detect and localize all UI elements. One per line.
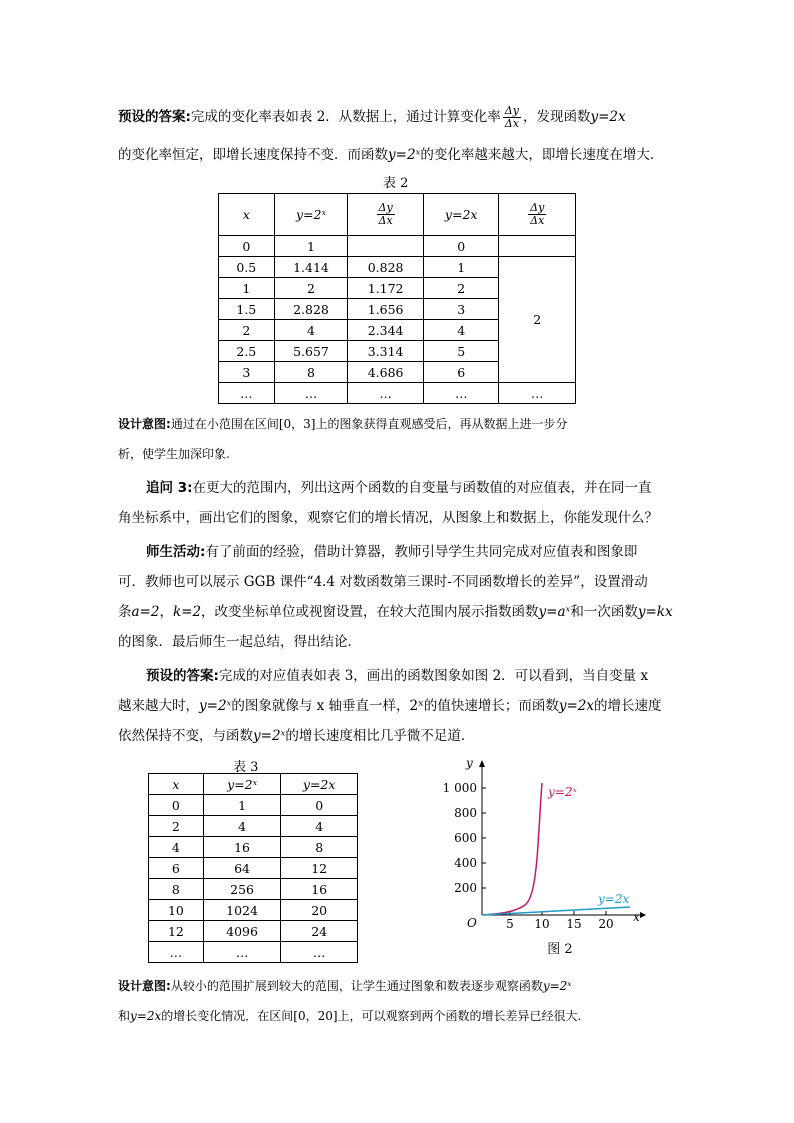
y-tick-label: 400 [454, 856, 477, 870]
activity-line1 [146, 542, 716, 562]
table-cell: 2.344 [348, 320, 424, 341]
answer-text: 依然保持不变，与函数 [118, 728, 253, 744]
math-expr: y=kx [637, 604, 673, 620]
table-cell: 5 [423, 341, 499, 362]
design-intent-text: 的增长变化情况．在区间[0，20]上，可以观察到两个函数的增长差异已经很大. [161, 1009, 582, 1023]
table-cell: 24 [281, 921, 358, 942]
table-cell: … [348, 383, 424, 404]
table-cell: 2.5 [219, 341, 275, 362]
exp-curve [482, 783, 542, 915]
table-cell: 6 [423, 362, 499, 383]
table-row [219, 383, 576, 404]
table-cell: 8 [281, 837, 358, 858]
y-tick-label: 600 [454, 831, 477, 845]
table-cell: … [499, 383, 576, 404]
table-cell: 3.314 [348, 341, 424, 362]
table-header: $\frac{\Delta y}{\Delta x}$ [499, 194, 576, 236]
table-header: y=2x [423, 194, 499, 236]
math-expr: y=aˣ [538, 604, 571, 620]
table-cell: 4 [274, 320, 348, 341]
table3 [148, 773, 358, 963]
table-row [219, 236, 576, 257]
table-header: y=2ˣ [203, 774, 281, 795]
design-intent-label: 设计意图: [118, 417, 171, 431]
table-cell: 12 [149, 921, 204, 942]
table-cell: 1.414 [274, 257, 348, 278]
table-cell: … [149, 942, 204, 963]
table-cell: 2 [149, 816, 204, 837]
table-cell: 6 [149, 858, 204, 879]
x-tick-label: 15 [566, 917, 582, 931]
table-cell: … [274, 383, 348, 404]
activity-line2 [118, 572, 688, 592]
table-cell: 1024 [203, 900, 281, 921]
table-row [149, 900, 358, 921]
table-row [149, 795, 358, 816]
y-tick-label: 200 [454, 881, 477, 895]
answer-text: 越来越大时， [118, 698, 199, 714]
answer-text: 的图象就像与 x 轴垂直一样，2ˣ的值快速增长；而函数 [231, 698, 559, 714]
table-cell: 2 [219, 320, 275, 341]
table-cell: 4 [281, 816, 358, 837]
activity-text: 可．教师也可以展示 GGB 课件“4.4 对数函数第三课时-不同函数增长的差异”，设置滑动 [118, 574, 648, 590]
table-header-row [149, 774, 358, 795]
question-label: 追问 3: [146, 480, 193, 496]
table-cell: 12 [281, 858, 358, 879]
answer2-line2 [118, 696, 688, 716]
linear-curve-label: y=2x [598, 892, 630, 906]
y-axis-label: y [466, 756, 473, 770]
table-row [149, 858, 358, 879]
figure2-graph [430, 755, 650, 965]
origin-label: O [467, 916, 477, 930]
table-row [149, 816, 358, 837]
table-cell: 4 [203, 816, 281, 837]
design-intent-text: 通过在小范围在区间[0，3]上的图象获得直观感受后，再从数据上进一步分 [170, 417, 568, 431]
table-cell: … [219, 383, 275, 404]
table-row [219, 257, 576, 278]
y-tick-label: 800 [454, 806, 477, 820]
activity-line3 [118, 602, 688, 622]
table-header: x [149, 774, 204, 795]
activity-label: 师生活动: [146, 544, 206, 560]
math-expr: y=2x [558, 698, 594, 714]
answer-paragraph-line2 [118, 145, 688, 165]
exp-curve-label: y=2ˣ [548, 785, 577, 799]
x-axis-label: x [633, 910, 640, 924]
table-cell: 2 [423, 278, 499, 299]
question-text: 角坐标系中，画出它们的图象，观察它们的增长情况，从图象上和数据上，你能发现什么？ [118, 510, 658, 526]
rate-fraction [503, 105, 521, 130]
linear-curve [482, 907, 630, 915]
answer-text: 的增长速度 [594, 698, 662, 714]
question3-line1 [146, 478, 716, 498]
answer2-line1 [146, 666, 716, 686]
table-cell: 2.828 [274, 299, 348, 320]
x-axis-arrow [640, 912, 646, 918]
math-expr: y=2ˣ [542, 979, 572, 993]
answer-text: 完成的变化率表如表 2．从数据上，通过计算变化率 [190, 109, 501, 125]
table3-caption: 表 3 [233, 760, 259, 775]
design-intent-2-line1 [118, 976, 688, 996]
table-cell: 5.657 [274, 341, 348, 362]
table-row [149, 942, 358, 963]
design-intent-label: 设计意图: [118, 979, 171, 993]
table-cell: 4 [423, 320, 499, 341]
table-header-row [219, 194, 576, 236]
x-tick-label: 5 [506, 917, 514, 931]
table-cell: 8 [274, 362, 348, 383]
table-cell: 1.5 [219, 299, 275, 320]
table-cell: 1 [274, 236, 348, 257]
answer-label: 预设的答案: [118, 109, 191, 125]
question-text: 在更大的范围内，列出这两个函数的自变量与函数值的对应值表，并在同一直 [192, 480, 652, 496]
table-cell: 256 [203, 879, 281, 900]
math-expr: y=2ˣ [199, 698, 232, 714]
table-cell [348, 236, 424, 257]
table-cell: 1 [219, 278, 275, 299]
table-header: x [219, 194, 275, 236]
merged-rate-cell: 2 [499, 257, 576, 383]
answer-text: 的增长速度相比几乎微不足道． [285, 728, 475, 744]
x-tick-label: 10 [534, 917, 550, 931]
table-cell: 1.656 [348, 299, 424, 320]
design-intent-text: 析，使学生加深印象. [118, 447, 230, 461]
answer-text: 完成的对应值表如表 3，画出的函数图象如图 2．可以看到，当自变量 x [218, 668, 649, 684]
design-intent-1-line2 [118, 444, 688, 464]
math-expr: y=2ˣ [253, 728, 286, 744]
design-intent-text: 和 [118, 1009, 131, 1023]
math-expr: k=2 [172, 604, 202, 620]
activity-text: 条 [118, 604, 132, 620]
activity-text: ， [159, 604, 173, 620]
table-cell: 1 [423, 257, 499, 278]
design-intent-2-line2 [118, 1006, 688, 1026]
question3-line2 [118, 508, 688, 528]
table-cell: 3 [219, 362, 275, 383]
math-expr: a=2 [131, 604, 160, 620]
table-cell: 4.686 [348, 362, 424, 383]
table-cell: 3 [423, 299, 499, 320]
table-cell: … [203, 942, 281, 963]
table-row [149, 879, 358, 900]
answer-paragraph-line1 [118, 105, 688, 130]
answer2-line3 [118, 726, 688, 746]
activity-text: ，改变坐标单位或视窗设置，在较大范围内展示指数函数 [201, 604, 539, 620]
linear-function: y=2x [590, 109, 626, 125]
activity-text: 的图象．最后师生一起总结，得出结论． [118, 634, 361, 650]
table-cell: … [423, 383, 499, 404]
table-cell: 0 [219, 236, 275, 257]
table-cell: 4096 [203, 921, 281, 942]
answer-text: 的变化率恒定，即增长速度保持不变．而函数 [118, 147, 388, 163]
answer-text: ，发现函数 [522, 109, 591, 125]
figure2-caption: 图 2 [547, 942, 573, 957]
design-intent-1-line1 [118, 414, 688, 434]
table-row [149, 837, 358, 858]
y-axis-arrow [479, 760, 485, 767]
table-cell: 0 [281, 795, 358, 816]
table-header: $\frac{\Delta y}{\Delta x}$ [348, 194, 424, 236]
table-header: y=2x [281, 774, 358, 795]
table-cell: 0 [149, 795, 204, 816]
table-cell: 1 [203, 795, 281, 816]
y-tick-label: 1 000 [442, 781, 477, 795]
fraction-numerator: Δy [504, 104, 519, 117]
table-cell: 10 [149, 900, 204, 921]
design-intent-text: 从较小的范围扩展到较大的范围，让学生通过图象和数表逐步观察函数 [170, 979, 543, 993]
table-header: y=2ˣ [274, 194, 348, 236]
activity-text: 和一次函数 [570, 604, 638, 620]
activity-line4 [118, 632, 688, 652]
x-tick-label: 20 [598, 917, 614, 931]
fraction-denominator: Δx [504, 117, 519, 130]
table-cell: … [281, 942, 358, 963]
table-cell [499, 236, 576, 257]
math-expr: y=2x [130, 1009, 162, 1023]
answer-label: 预设的答案: [146, 668, 219, 684]
table-cell: 4 [149, 837, 204, 858]
table-cell: 0.5 [219, 257, 275, 278]
table-cell: 0 [423, 236, 499, 257]
table-cell: 2 [274, 278, 348, 299]
table-cell: 16 [281, 879, 358, 900]
table2-caption: 表 2 [383, 176, 409, 191]
table-cell: 64 [203, 858, 281, 879]
exp-function: y=2ˣ [388, 147, 421, 163]
table2 [218, 193, 576, 404]
table-cell: 0.828 [348, 257, 424, 278]
table-cell: 16 [203, 837, 281, 858]
table-cell: 1.172 [348, 278, 424, 299]
table-row [149, 921, 358, 942]
activity-text: 有了前面的经验，借助计算器，教师引导学生共同完成对应值表和图象即 [205, 544, 638, 560]
table-cell: 8 [149, 879, 204, 900]
table-cell: 20 [281, 900, 358, 921]
answer-text: 的变化率越来越大，即增长速度在增大． [420, 147, 664, 163]
